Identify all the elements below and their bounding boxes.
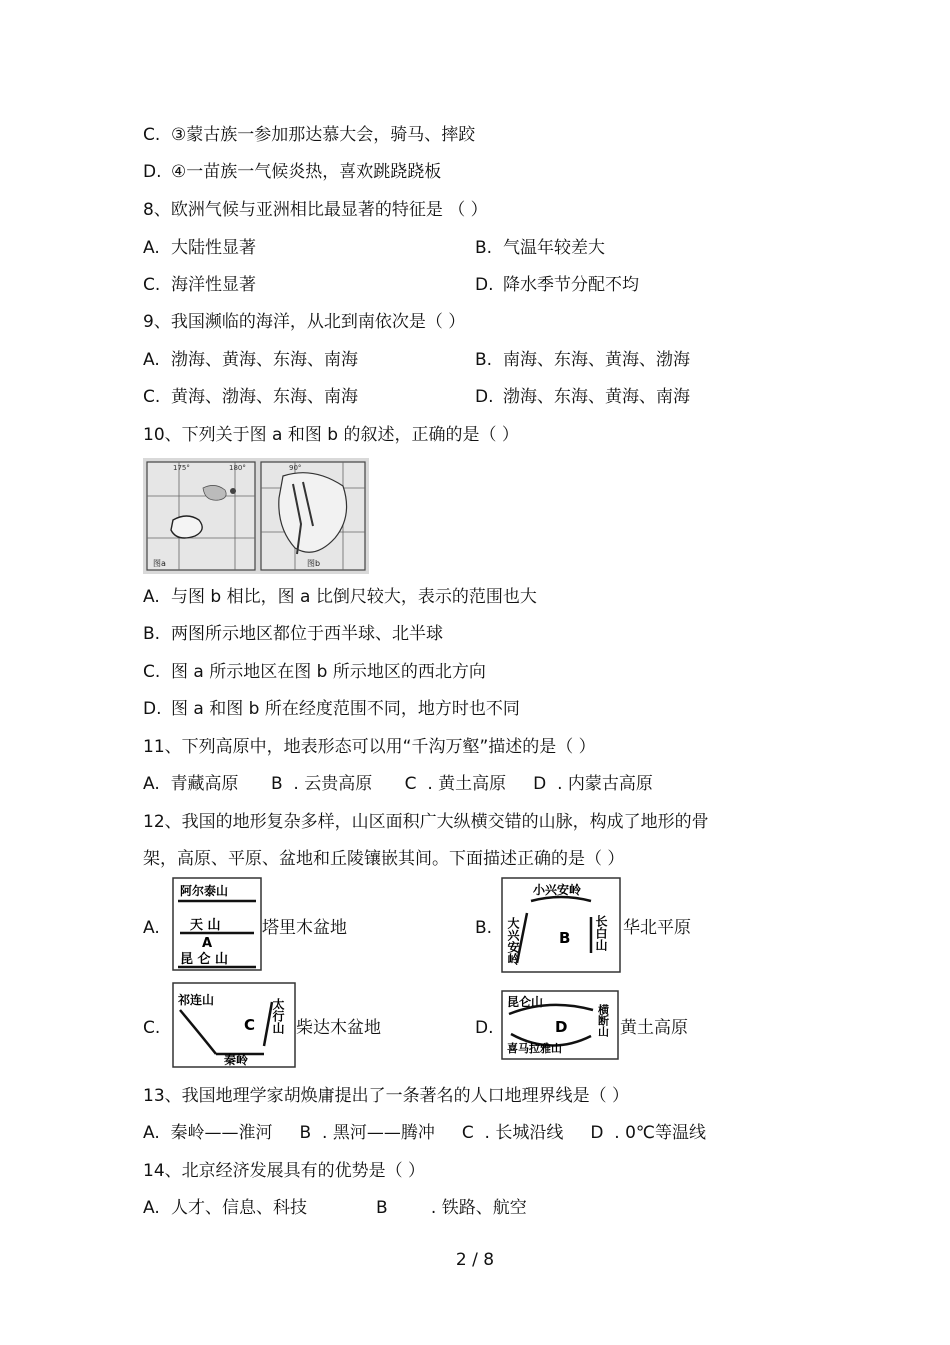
q9-option-b: B. 南海、东海、黄海、渤海 — [475, 350, 690, 370]
q12b-m2: 大兴安岭 — [506, 917, 520, 965]
map-b-label: 图b — [307, 559, 321, 568]
q12d-letter: D — [555, 1018, 568, 1036]
q12c-letter: C — [244, 1016, 256, 1034]
q12a-letter: A — [202, 936, 213, 951]
map-a-lon1: 175° — [173, 464, 190, 472]
question-14: 14、北京经济发展具有的优势是（ ） — [143, 1161, 426, 1181]
q12-option-a-text: 塔里木盆地 — [262, 918, 347, 938]
question-11: 11、下列高原中，地表形态可以用“千沟万壑”描述的是（ ） — [143, 737, 596, 757]
q10-option-d: D. 图 a 和图 b 所在经度范围不同，地方时也不同 — [143, 699, 520, 719]
option-c-line: C. ③蒙古族一参加那达慕大会，骑马、摔跤 — [143, 125, 476, 145]
q9-option-c: C. 黄海、渤海、东海、南海 — [143, 387, 358, 407]
option-d-line: D. ④一苗族一气候炎热，喜欢跳跷跷板 — [143, 162, 442, 182]
q14-option-b: B . 铁路、航空 — [376, 1198, 527, 1218]
page-number: 2 / 8 — [455, 1250, 495, 1270]
q12-figure-a — [172, 877, 262, 971]
question-12-line1: 12、我国的地形复杂多样，山区面积广大纵横交错的山脉，构成了地形的骨 — [143, 812, 709, 832]
q9-option-d: D. 渤海、东海、黄海、南海 — [475, 387, 690, 407]
q12-figure-c — [172, 982, 296, 1068]
q12-figure-b — [501, 877, 621, 973]
question-12-line2: 架，高原、平原、盆地和丘陵镶嵌其间。下面描述正确的是（ ） — [143, 849, 625, 869]
question-13: 13、我国地理学家胡焕庸提出了一条著名的人口地理界线是（ ） — [143, 1086, 630, 1106]
q12d-m2: 喜马拉雅山 — [507, 1042, 562, 1055]
question-8: 8、欧洲气候与亚洲相比最显著的特征是 （ ） — [143, 200, 488, 220]
q12c-m1: 祁连山 — [178, 993, 215, 1007]
q12b-m3: 长白山 — [594, 915, 608, 951]
q12-option-b-prefix: B. — [475, 918, 493, 938]
q10-option-a: A. 与图 b 相比，图 a 比倒尺较大，表示的范围也大 — [143, 587, 537, 607]
q11-options: A. 青藏高原 B . 云贵高原 C . 黄土高原 D . 内蒙古高原 — [143, 774, 653, 794]
q12-figure-d — [501, 990, 619, 1060]
q8-option-d: D. 降水季节分配不均 — [475, 275, 639, 295]
q14-option-a: A. 人才、信息、科技 — [143, 1198, 307, 1218]
map-a-label: 图a — [153, 559, 166, 568]
q12-option-c-text: 柴达木盆地 — [296, 1018, 381, 1038]
q12-option-d-text: 黄土高原 — [620, 1018, 688, 1038]
q8-option-b: B. 气温年较差大 — [475, 238, 605, 258]
q8-option-c: C. 海洋性显著 — [143, 275, 256, 295]
q12c-m2: 太行山 — [271, 998, 285, 1034]
q10-option-c: C. 图 a 所示地区在图 b 所示地区的西北方向 — [143, 662, 486, 682]
q13-options: A. 秦岭——淮河 B . 黑河——腾冲 C . 长城沿线 D . 0℃等温线 — [143, 1123, 706, 1143]
question-10: 10、下列关于图 a 和图 b 的叙述，正确的是（ ） — [143, 425, 519, 445]
q12-option-c-prefix: C. — [143, 1018, 161, 1038]
question-9: 9、我国濒临的海洋，从北到南依次是（ ） — [143, 312, 466, 332]
q12d-m1: 昆仑山 — [507, 995, 544, 1009]
q12a-m1: 阿尔泰山 — [180, 884, 229, 898]
q12d-m3: 横断山 — [596, 1004, 610, 1037]
q12-option-d-prefix: D. — [475, 1018, 494, 1038]
q12a-m2: 天 山 — [190, 918, 221, 933]
q12b-letter: B — [559, 929, 571, 947]
q10-option-b: B. 两图所示地区都位于西半球、北半球 — [143, 624, 443, 644]
map-a-lon2: 180° — [229, 464, 246, 472]
map-figure-ab — [143, 458, 369, 574]
q9-option-a: A. 渤海、黄海、东海、南海 — [143, 350, 358, 370]
q12-option-b-text: 华北平原 — [623, 918, 691, 938]
q12c-m3: 秦岭 — [224, 1053, 249, 1067]
map-b-lon: 90° — [289, 464, 302, 472]
q12b-m1: 小兴安岭 — [533, 883, 582, 897]
q12a-m3: 昆 仑 山 — [180, 952, 229, 967]
q8-option-a: A. 大陆性显著 — [143, 238, 256, 258]
q12-option-a-prefix: A. — [143, 918, 160, 938]
